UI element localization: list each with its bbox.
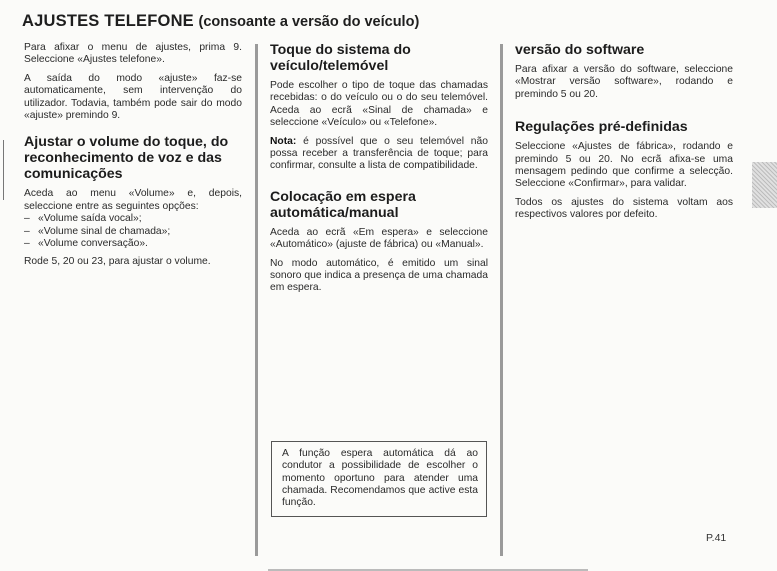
column-3	[515, 42, 733, 234]
volume-option: – «Volume saída vocal»;	[24, 213, 242, 225]
page-title	[22, 12, 419, 31]
call-waiting-paragraph-1: Aceda ao ecrã «Em espera» e seleccione «Automático» (ajuste de fábrica) ou «Manual».	[270, 226, 488, 251]
page-title-sub: (consoante a versão do veículo)	[198, 14, 420, 30]
column-2	[270, 42, 488, 307]
software-version-paragraph: Para afixar a versão do software, seleccione «Mostrar versão software», rodando e premindo 5 ou 20.	[515, 64, 733, 100]
column-divider-2	[500, 44, 503, 556]
intro-paragraph-2: A saída do modo «ajuste» faz-se automaticamente, sem intervenção do utilizador. Todavia, também pode sair do modo «ajuste» premindo 9.	[24, 72, 242, 122]
factory-settings-paragraph-1: Seleccione «Ajustes de fábrica», rodando e premindo 5 ou 20. No ecrã afixa-se uma mensagem pedindo que confirme a selecção. Seleccione «Confirmar», para validar.	[515, 141, 733, 190]
volume-heading: Ajustar o volume do toque, do reconhecimento de voz e das comunicações	[24, 134, 229, 183]
section-tab-marker	[752, 162, 777, 208]
intro-paragraph-1: Para afixar o menu de ajustes, prima 9. Seleccione «Ajustes telefone».	[24, 42, 242, 66]
call-waiting-section	[270, 189, 488, 295]
column-1	[24, 42, 242, 281]
margin-mark	[3, 140, 4, 200]
software-version-section	[515, 42, 733, 101]
ringtone-heading: Toque do sistema do veículo/telemóvel	[270, 42, 411, 74]
volume-section	[24, 134, 242, 268]
ringtone-paragraph: Pode escolher o tipo de toque das chamadas recebidas: o do veículo ou o do seu telemóvel. Aceda ao ecrã «Sinal de chamada» e seleccione «Veículo» ou «Telefone».	[270, 80, 488, 129]
page-number: P.41	[706, 532, 727, 544]
volume-option: – «Volume conversação».	[24, 238, 242, 250]
ringtone-section	[270, 42, 488, 173]
call-waiting-heading: Colocação em espera automática/manual	[270, 188, 416, 221]
volume-option: – «Volume sinal de chamada»;	[24, 226, 242, 238]
volume-options-list	[24, 213, 242, 250]
volume-adjust-paragraph: Rode 5, 20 ou 23, para ajustar o volume.	[24, 256, 211, 268]
factory-settings-section	[515, 119, 733, 221]
factory-settings-heading: Regulações pré-definidas	[515, 119, 688, 136]
page-title-main: AJUSTES TELEFONE	[22, 12, 194, 30]
note-text: é possível que o seu telemóvel não possa receber a transferência de toque; para confirmar, consulte a lista de compatibilidade.	[270, 135, 488, 172]
note-label: Nota:	[270, 135, 297, 147]
factory-settings-paragraph-2: Todos os ajustes do sistema voltam aos respectivos valores por defeito.	[515, 196, 733, 221]
volume-paragraph: Aceda ao menu «Volume» e, depois, seleccione entre as seguintes opções:	[24, 188, 242, 212]
info-box	[271, 441, 487, 517]
software-version-heading: versão do software	[515, 42, 645, 58]
column-divider-1	[255, 44, 258, 556]
call-waiting-paragraph-2: No modo automático, é emitido um sinal sonoro que indica a presença de uma chamada em espera.	[270, 257, 488, 294]
info-box-text: A função espera automática dá ao condutor a possibilidade de escolher o momento oportuno para atender uma chamada. Recomendamos que active esta função.	[282, 448, 478, 509]
note-paragraph	[270, 136, 488, 173]
